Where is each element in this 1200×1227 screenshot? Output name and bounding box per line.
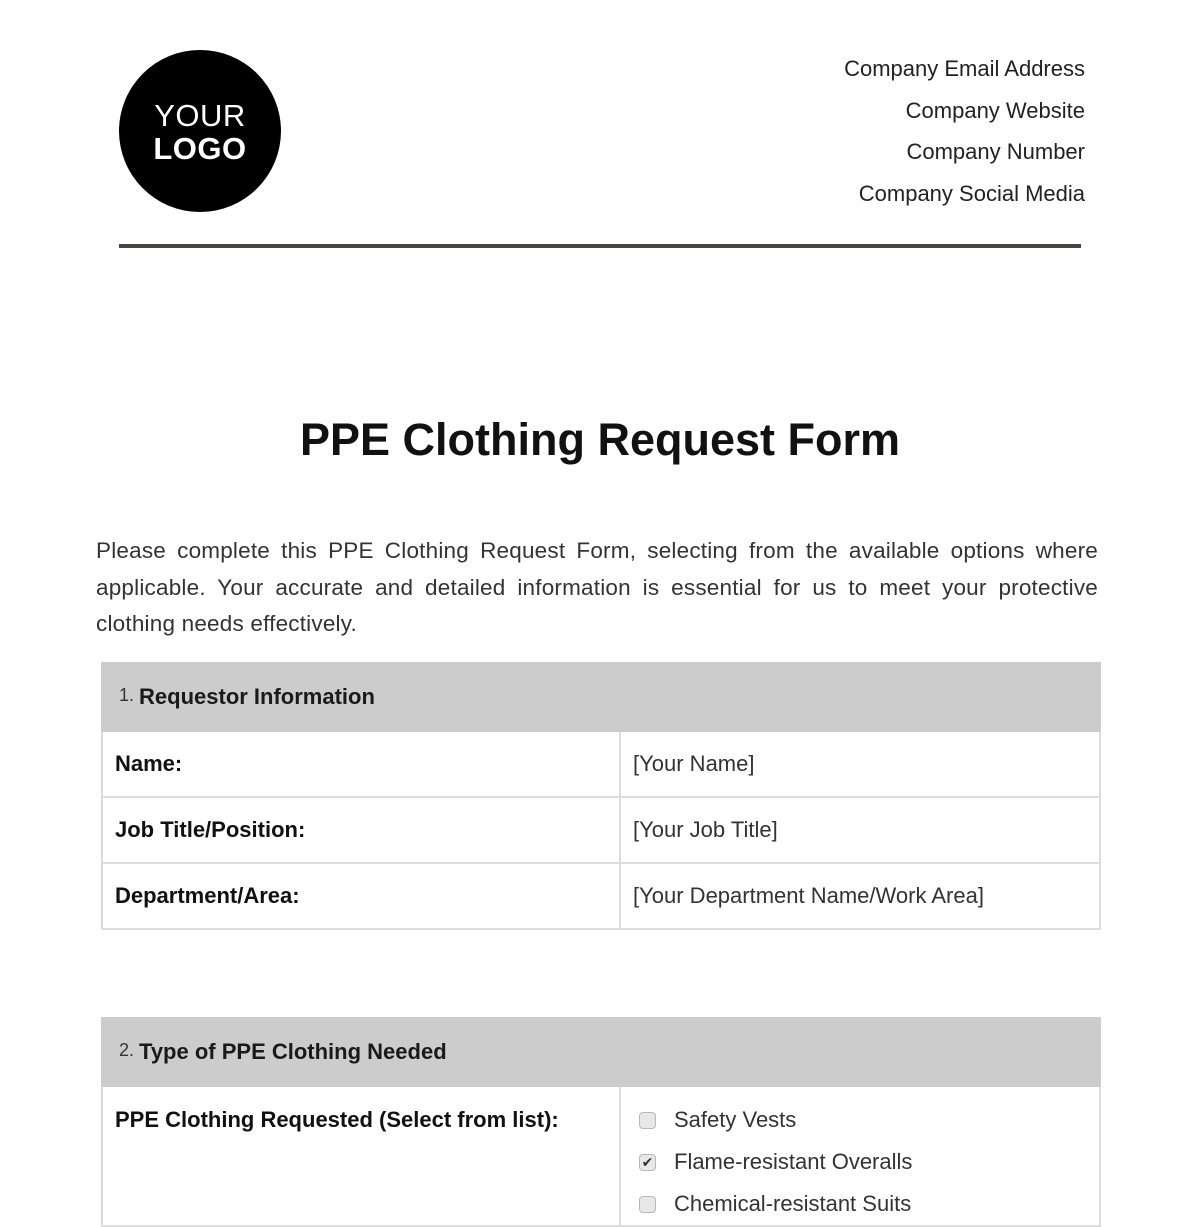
logo-line-1: YOUR (154, 98, 246, 133)
job-title-field[interactable]: [Your Job Title] (620, 797, 1100, 863)
form-intro: Please complete this PPE Clothing Request Form, selecting from the available options where applicable. Your accurate and detailed information is essential for us to meet your protective clothing needs effectively. (96, 538, 1098, 636)
header-divider (119, 244, 1081, 248)
option-flame-resistant-overalls[interactable] (637, 1141, 1087, 1183)
section-heading: Requestor Information (139, 684, 375, 709)
requestor-information-table (101, 662, 1101, 930)
table-row (102, 863, 1100, 929)
option-safety-vests[interactable] (637, 1099, 1087, 1141)
section-2-header (102, 1018, 1100, 1086)
company-logo (119, 50, 281, 212)
table-row (102, 1086, 1100, 1226)
section-header (102, 1018, 1100, 1086)
ppe-clothing-table (101, 1017, 1101, 1227)
section-number: 1. (119, 685, 135, 705)
company-number: Company Number (906, 139, 1085, 165)
section-header (102, 663, 1100, 731)
job-title-label: Job Title/Position: (102, 797, 620, 863)
option-label: Chemical-resistant Suits (674, 1191, 912, 1216)
name-label: Name: (102, 731, 620, 797)
checkbox-icon[interactable] (639, 1196, 656, 1213)
company-website: Company Website (905, 97, 1085, 123)
name-field[interactable]: [Your Name] (620, 731, 1100, 797)
logo-line-2: LOGO (153, 131, 247, 166)
department-label: Department/Area: (102, 863, 620, 929)
company-social-media: Company Social Media (858, 181, 1085, 207)
form-title: PPE Clothing Request Form (299, 414, 901, 465)
option-chemical-resistant-suits[interactable] (637, 1183, 1087, 1225)
section-number: 2. (119, 1040, 135, 1060)
section-heading: Type of PPE Clothing Needed (139, 1039, 447, 1064)
section-1-header (102, 663, 1100, 731)
checkbox-checked-icon[interactable]: ✔ (639, 1154, 656, 1171)
company-email: Company Email Address (844, 56, 1085, 81)
ppe-options-list (620, 1086, 1100, 1226)
company-contact-block (844, 53, 1085, 220)
ppe-requested-label: PPE Clothing Requested (Select from list): (102, 1086, 620, 1226)
option-label: Safety Vests (674, 1107, 797, 1132)
table-row (102, 797, 1100, 863)
checkbox-icon[interactable] (639, 1112, 656, 1129)
option-label: Flame-resistant Overalls (674, 1149, 913, 1174)
department-field[interactable]: [Your Department Name/Work Area] (620, 863, 1100, 929)
table-row (102, 731, 1100, 797)
